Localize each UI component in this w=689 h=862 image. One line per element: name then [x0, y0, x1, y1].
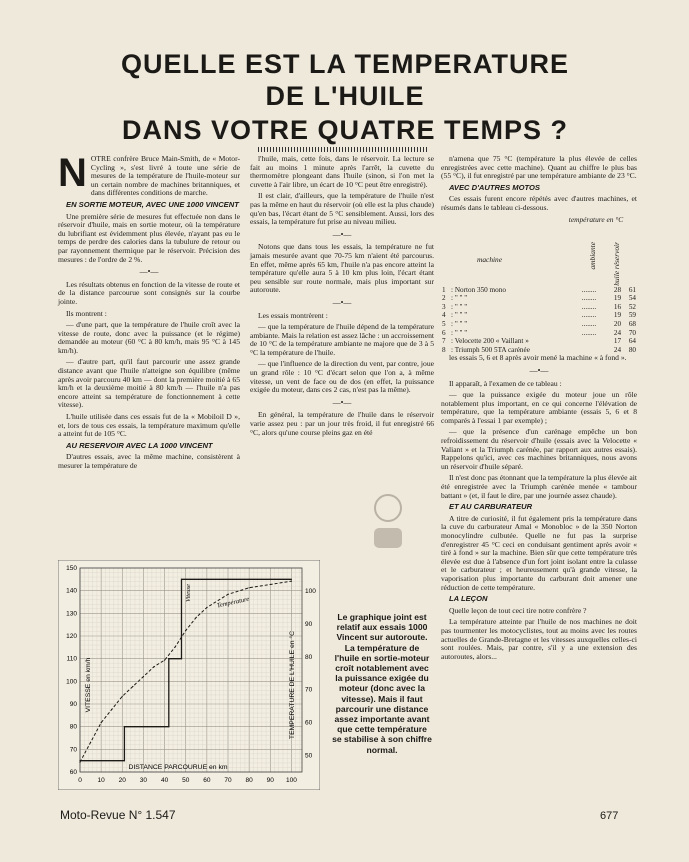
paragraph: Ces essais furent encore répétés avec d'autres machines, et résumés dans le tableau ci-dessous. — [441, 194, 637, 212]
row-machine: : Norton 350 mono — [451, 285, 506, 294]
table-row — [441, 303, 637, 312]
row-ambiante: 19 — [613, 294, 622, 303]
subheading: AVEC D'AUTRES MOTOS — [449, 182, 540, 192]
separator: —•— — [332, 229, 352, 239]
table-header — [441, 216, 637, 286]
row-number: 3 — [442, 302, 446, 311]
row-ambiante: 19 — [613, 311, 622, 320]
subheading: ET AU CARBURATEUR — [449, 502, 533, 512]
row-huile: 59 — [628, 311, 636, 320]
title-rule — [258, 147, 428, 152]
paragraph: Il apparaît, à l'examen de ce tableau : — [449, 378, 562, 388]
paragraph: Quelle leçon de tout ceci tire notre confrère ? — [449, 605, 587, 615]
x-tick-label: 10 — [97, 777, 105, 784]
row-ambiante: 17 — [613, 337, 622, 346]
paragraph: — d'une part, que la température de l'huile croît avec la vitesse de route, donc avec la puissance (et le régime) demandée au moteur (60 °C à 80 km/h, mais 95 °C à 145 km/h). — [58, 320, 240, 355]
x-tick-label: 40 — [160, 777, 169, 784]
paragraph: n'amena que 75 °C (température la plus élevée de celles enregistrées avec cette machine). Quant au chiffre le plus bas (55 °C), il fut enregistré par une température ambiante de 23 °C. — [441, 154, 637, 181]
x-tick-label: 60 — [203, 777, 211, 784]
row-huile: 68 — [628, 319, 636, 328]
series-point-1 — [270, 584, 271, 585]
row-machine: : Velocette 200 « Vaillant » — [451, 337, 529, 346]
series-point-0 — [291, 579, 292, 580]
y-left-tick-label: 100 — [66, 678, 77, 686]
x-tick-label: 20 — [118, 777, 126, 784]
series-point-1 — [175, 646, 176, 647]
row-huile: 70 — [628, 328, 636, 337]
x-tick-label: 30 — [139, 777, 148, 784]
y-right-tick-label: 90 — [305, 620, 313, 628]
table-row — [441, 329, 637, 338]
row-ambiante: 24 — [613, 345, 622, 354]
row-number: 8 — [442, 345, 446, 354]
y-left-tick-label: 150 — [66, 565, 77, 572]
watermark-logo — [368, 490, 408, 552]
intro-paragraph: NOTRE confrère Bruce Main-Smith, de « Motor-Cycling », s'est livré à toute une série de mesures de la température de l'huile-moteur sur un certain nombre de machines britanniques, et dans différentes conditions de marche. — [58, 151, 240, 198]
y-right-tick-label: 50 — [305, 752, 313, 760]
series-point-1 — [132, 686, 133, 687]
series-label-temperature: Température — [216, 595, 250, 610]
table-row — [441, 294, 637, 303]
row-machine: : " " " — [451, 319, 468, 328]
series-point-1 — [90, 742, 91, 743]
row-huile: 64 — [628, 337, 636, 346]
series-point-1 — [206, 607, 207, 608]
paragraph: L'huile utilisée dans ces essais fut de la « Mobiloil D », et, lors de tous ces essais, la température maximum qu'elle a atteint fut de 105 °C. — [58, 412, 240, 439]
x-tick-label: 0 — [78, 777, 82, 784]
series-point-0 — [168, 658, 169, 659]
row-huile: 61 — [628, 285, 636, 294]
series-point-1 — [101, 722, 102, 723]
paragraph: Une première série de mesures fut effectuée non dans le réservoir d'huile, mais en sortie moteur, où la température du lubrifiant est évidemment plus élevée, n'ayant pas eu le temps de perdre des calories dans la tubulure de retour ou par rayonnement thermique par le réservoir. Précision des mesures : de l'ordre de 2 %. — [58, 211, 240, 264]
row-huile: 52 — [628, 302, 636, 311]
row-machine: : " " " — [451, 311, 468, 320]
y-left-tick-label: 60 — [69, 769, 77, 776]
row-number: 4 — [442, 311, 446, 320]
y-left-tick-label: 120 — [66, 633, 77, 640]
series-point-1 — [153, 666, 154, 667]
paragraph: — que la température de l'huile dépend de la température ambiante. Mais la relation est assez lâche : un accroissement de 10 °C de la température ambiante ne majore que de 3 à 5 °C la température de l'huile. — [250, 322, 434, 357]
series-point-0 — [124, 760, 125, 761]
x-tick-label: 80 — [245, 777, 253, 784]
y-right-axis-label: TEMPERATURE DE L'HUILE en °C — [289, 630, 296, 740]
y-right-tick-label: 100 — [305, 588, 316, 596]
paragraph: — d'autre part, qu'il faut parcourir une assez grande distance avant que l'huile n'atteigne son équilibre (même après avoir parcouru 40 km — dont la première moitié à 65 km/h et la deuxième moitié à 80 km/h — l'huile n'a pas encore atteint sa température de fonctionnement à cette vitesse). — [58, 357, 240, 410]
chart-caption: Le graphique joint est relatif aux essais 1000 Vincent sur autoroute. La température de l'huile en sortie-moteur croît notablement avec la puissance exigée du moteur (donc avec la vitesse). Mais il faut parcourir une distance assez importante avant que cette température se stabilise à son chiffre normal. — [332, 612, 432, 755]
y-left-tick-label: 130 — [66, 610, 77, 618]
y-left-tick-label: 110 — [66, 655, 77, 663]
article-title-line-1: QUELLE EST LA TEMPERATURE — [120, 49, 569, 79]
paragraph: A titre de curiosité, il fut également pris la température dans la cuve du carburateur Amal « Monobloc » de la 350 Norton monocylindre culbutée. Quelle ne fut pas la surprise d'enregistrer 45 °C ceci en conduisant gentiment après avoir « tiré à fond » sur la machine. Bien sûr que cette température très élevée est due à l'absence d'un fort joint isolant entre la culasse et le carburateur ; et heureusement qu'à grande vitesse, la vaporisation plus importante du carburant doit amener une réduction de cette température. — [441, 513, 637, 592]
paragraph: Il n'est donc pas étonnant que la température la plus élevée ait été enregistrée avec la Triumph carénée menée « tambour battant » (et, il faut le dire, par une journée assez chaude). — [441, 473, 637, 500]
footer-issue: Moto-Revue N° 1.547 — [60, 808, 176, 822]
series-point-1 — [291, 581, 292, 582]
article-title-line-3: DANS VOTRE QUATRE TEMPS ? — [121, 115, 569, 145]
series-label-vitesse: Vitesse — [184, 584, 192, 602]
y-left-tick-label: 140 — [66, 587, 77, 595]
y-right-tick-label: 80 — [305, 653, 313, 661]
row-huile: 80 — [628, 345, 636, 354]
table-row — [441, 337, 637, 346]
header-ambiante: ambiante — [588, 241, 597, 270]
row-machine: : " " " — [451, 328, 468, 337]
series-point-1 — [111, 709, 112, 710]
row-leader: ........ — [581, 302, 597, 311]
speed-temperature-chart — [58, 560, 320, 790]
paragraph: — que la présence d'un carénage empêche un bon refroidissement du réservoir d'huile (essais avec la Velocette « Valiant » et la Triumph carénée, par rapport aux autres essais). Rappelons qu'ici, avec ces machines britanniques, nous avons un réservoir d'huile séparé. — [441, 427, 637, 471]
row-ambiante: 24 — [613, 328, 622, 337]
row-leader: ........ — [581, 285, 597, 294]
table-row — [441, 311, 637, 320]
row-leader: ........ — [581, 294, 597, 303]
y-left-axis-label: VITESSE en km/h — [85, 657, 92, 713]
row-ambiante: 16 — [613, 302, 622, 311]
header-machine: machine — [477, 254, 503, 264]
paragraph: Ils montrent : — [66, 308, 107, 318]
row-number: 6 — [442, 328, 446, 337]
separator: —•— — [139, 267, 159, 277]
header-huile: huile réservoir — [612, 241, 621, 286]
series-point-0 — [181, 579, 182, 580]
row-machine: : " " " — [451, 302, 468, 311]
row-leader: ........ — [581, 311, 597, 320]
y-right-tick-label: 70 — [305, 686, 313, 694]
paragraph: l'huile, mais, cette fois, dans le réservoir. La lecture se fait au moins 1 minute après l'arrêt, la cuvette du thermomètre plongeant dans l'huile (sinon, si l'on met la cuvette à l'air libre, un écart de 10 °C peut être enregistré). — [250, 154, 434, 189]
header-temperature: température en °C — [568, 214, 624, 224]
table-row — [441, 320, 637, 329]
paragraph: — que l'influence de la direction du vent, par contre, joue un grand rôle : 10 °C d'écart selon que l'on a, à même vitesse, un vent de face ou de dos (en effet, la puissance exigée du moteur, dans ces 2 cas, n'est pas la même). — [250, 359, 434, 395]
paragraph: La température atteinte par l'huile de nos machines ne doit pas tourmenter les motocyclistes, tout au moins avec les routes actuelles de Grande-Bretagne et les vitesses auxquelles celles-ci sont roulées. Mais, par contre, s'il y a une extension des autoroutes, alors... — [441, 617, 637, 661]
results-table — [441, 286, 637, 355]
row-leader — [581, 337, 607, 346]
subheading: AU RESERVOIR AVEC LA 1000 VINCENT — [66, 440, 213, 450]
row-machine: : Triumph 500 5TA carénée — [451, 345, 530, 354]
column-2 — [250, 155, 434, 440]
series-point-1 — [122, 696, 123, 697]
row-huile: 54 — [628, 294, 636, 303]
series-point-1 — [79, 762, 80, 763]
row-machine: : " " " — [451, 294, 468, 303]
row-ambiante: 28 — [613, 285, 622, 294]
table-row — [441, 286, 637, 295]
series-point-1 — [164, 660, 165, 661]
column-1 — [58, 151, 240, 474]
paragraph: En général, la température de l'huile dans le réservoir varie assez peu : par un jour très froid, il fut enregistré 66 °C, alors qu'une course pleins gaz en été — [250, 410, 434, 437]
paragraph: Notons que dans tous les essais, la température ne fut jamais mesurée avant que 70-75 km n'aient été parcourus. En effet, même après 65 km, l'huile n'a pas encore atteint la température qu'elle aura 5 à 10 km plus loin, l'écart étant peu sensible sur route normale, mais plus important sur autoroute. — [250, 242, 434, 295]
row-number: 5 — [442, 319, 446, 328]
x-tick-label: 90 — [266, 777, 274, 784]
series-point-1 — [249, 587, 250, 588]
drop-cap: N — [58, 151, 87, 195]
paragraph: les essais 5, 6 et 8 après avoir mené la machine « à fond ». — [449, 353, 627, 363]
paragraph: — que la puissance exigée du moteur joue un rôle notablement plus important, en ce qui concerne l'élévation de température, que la température ambiante (essais 5, 6 et 8 comparés à l'essai 1 par exemple) ; — [441, 390, 637, 425]
series-point-1 — [196, 617, 197, 618]
separator: —•— — [529, 365, 549, 375]
row-number: 2 — [442, 294, 446, 303]
row-number: 1 — [442, 285, 446, 294]
column-3 — [441, 155, 637, 664]
series-point-1 — [185, 630, 186, 631]
row-ambiante: 20 — [613, 319, 622, 328]
series-point-0 — [124, 726, 125, 727]
separator: —•— — [332, 297, 352, 307]
y-left-tick-label: 80 — [69, 723, 77, 731]
y-right-tick-label: 60 — [305, 719, 313, 727]
paragraph: Il est clair, d'ailleurs, que la température de l'huile n'est pas la même en haut du réservoir (où elle est la plus chaude) qu'en bas, l'écart étant de 5 °C sensiblement. Aussi, lors des essais, la température fut prise au niveau milieu. — [250, 191, 434, 227]
x-tick-label: 100 — [285, 777, 297, 784]
x-axis-label: DISTANCE PARCOURUE en km — [128, 764, 228, 771]
row-leader: ........ — [581, 328, 597, 337]
subheading: LA LEÇON — [449, 594, 488, 604]
paragraph: D'autres essais, avec la même machine, consistèrent à mesurer la température de — [58, 452, 240, 470]
y-left-tick-label: 70 — [69, 746, 77, 754]
series-point-1 — [227, 594, 228, 595]
series-point-0 — [181, 658, 182, 659]
series-point-0 — [168, 726, 169, 727]
x-tick-label: 50 — [182, 777, 190, 784]
paragraph: Les essais montrèrent : — [258, 310, 328, 320]
series-point-1 — [143, 676, 144, 677]
row-number: 7 — [442, 337, 446, 346]
paragraph: Les résultats obtenus en fonction de la vitesse de route et de la distance parcourue sont consignés sur la courbe jointe. — [58, 279, 240, 306]
article-title-line-2: DE L'HUILE — [265, 81, 425, 111]
separator: —•— — [332, 397, 352, 407]
page-number: 677 — [600, 810, 619, 822]
subheading: EN SORTIE MOTEUR, AVEC UNE 1000 VINCENT — [66, 199, 239, 209]
row-leader: ........ — [581, 319, 597, 328]
y-left-tick-label: 90 — [69, 701, 77, 708]
x-tick-label: 70 — [224, 777, 232, 784]
